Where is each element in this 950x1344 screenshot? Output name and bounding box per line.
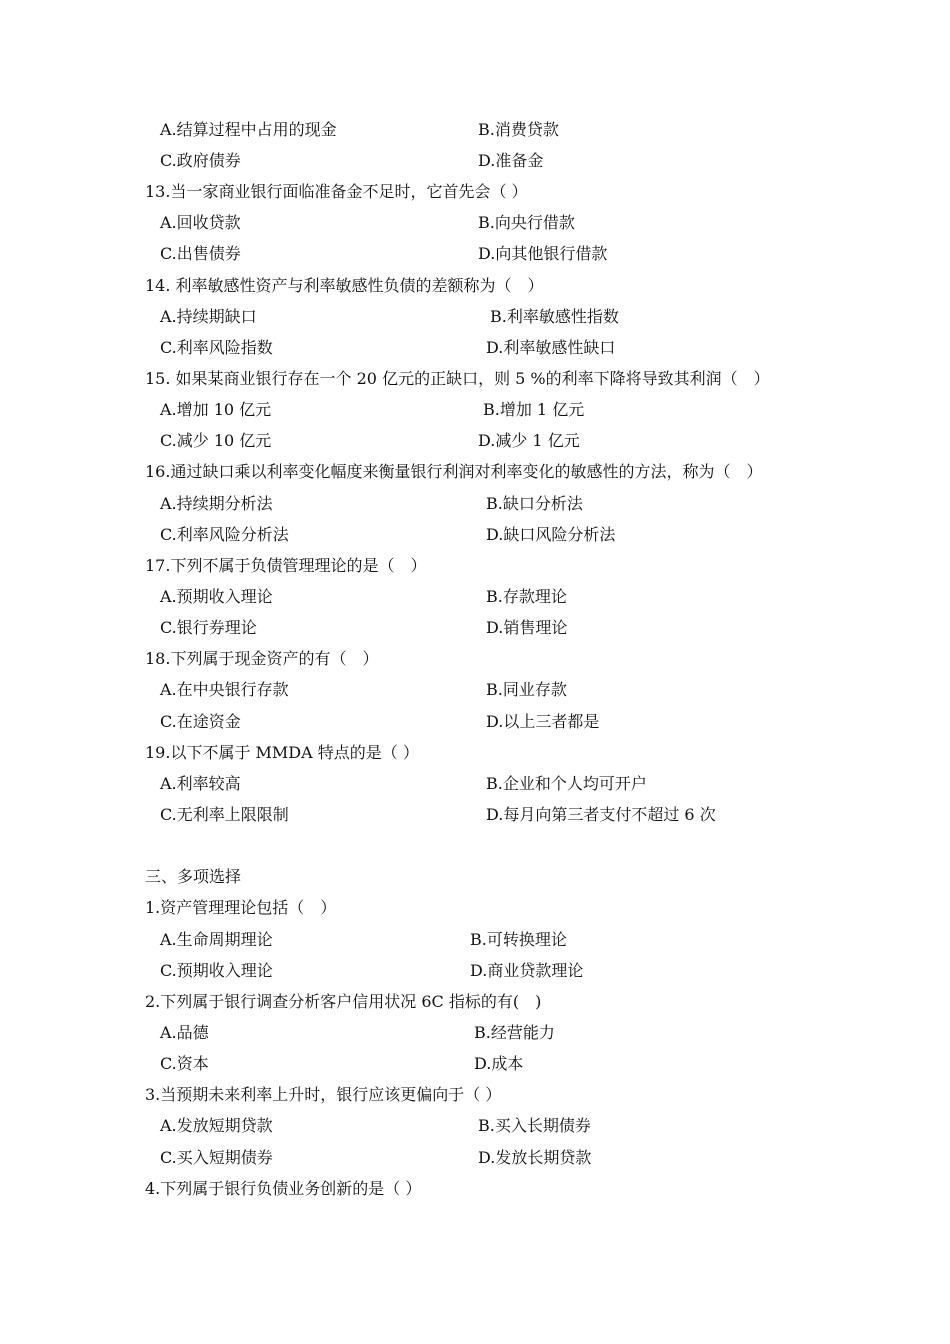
q18-option-c: C.在途资金 bbox=[160, 712, 241, 731]
q17-option-c: C.银行券理论 bbox=[160, 618, 257, 637]
q13-option-d: D.向其他银行借款 bbox=[478, 244, 608, 263]
mc3-option-a: A.发放短期贷款 bbox=[160, 1116, 273, 1135]
q19-option-d: D.每月向第三者支付不超过 6 次 bbox=[486, 805, 716, 824]
q15-option-a: A.增加 10 亿元 bbox=[160, 400, 272, 419]
question-13: 13.当一家商业银行面临准备金不足时，它首先会（ ） bbox=[145, 182, 528, 201]
q16-option-d: D.缺口风险分析法 bbox=[486, 525, 616, 544]
mc1-option-b: B.可转换理论 bbox=[470, 930, 567, 949]
q14-option-a: A.持续期缺口 bbox=[160, 307, 257, 326]
mc-question-4: 4.下列属于银行负债业务创新的是（ ） bbox=[145, 1179, 422, 1198]
q19-option-b: B.企业和个人均可开户 bbox=[486, 774, 647, 793]
q17-option-d: D.销售理论 bbox=[486, 618, 568, 637]
mc2-option-a: A.品德 bbox=[160, 1023, 209, 1042]
q14-option-d: D.利率敏感性缺口 bbox=[486, 338, 616, 357]
q15-option-d: D.减少 1 亿元 bbox=[478, 431, 580, 450]
q14-option-b: B.利率敏感性指数 bbox=[490, 307, 619, 326]
mc2-option-c: C.资本 bbox=[160, 1054, 209, 1073]
mc2-option-b: B.经营能力 bbox=[474, 1023, 555, 1042]
mc1-option-c: C.预期收入理论 bbox=[160, 961, 273, 980]
mc3-option-c: C.买入短期债券 bbox=[160, 1148, 273, 1167]
question-16: 16.通过缺口乘以利率变化幅度来衡量银行利润对利率变化的敏感性的方法，称为（ ） bbox=[145, 462, 763, 481]
question-19: 19.以下不属于 MMDA 特点的是（ ） bbox=[145, 743, 419, 762]
question-17: 17.下列不属于负债管理理论的是（ ） bbox=[145, 556, 427, 575]
q14-option-c: C.利率风险指数 bbox=[160, 338, 273, 357]
mc-question-3: 3.当预期未来利率上升时，银行应该更偏向于（ ） bbox=[145, 1085, 502, 1104]
q13-option-c: C.出售债券 bbox=[160, 244, 241, 263]
q17-option-b: B.存款理论 bbox=[486, 587, 567, 606]
q15-option-c: C.减少 10 亿元 bbox=[160, 431, 272, 450]
q12-option-b: B.消费贷款 bbox=[478, 120, 559, 139]
q16-option-a: A.持续期分析法 bbox=[160, 494, 273, 513]
mc-question-2: 2.下列属于银行调查分析客户信用状况 6C 指标的有( ) bbox=[145, 992, 542, 1011]
mc2-option-d: D.成本 bbox=[474, 1054, 524, 1073]
mc3-option-d: D.发放长期贷款 bbox=[478, 1148, 592, 1167]
q18-option-b: B.同业存款 bbox=[486, 680, 567, 699]
q12-option-a: A.结算过程中占用的现金 bbox=[160, 120, 337, 139]
question-14: 14. 利率敏感性资产与利率敏感性负债的差额称为（ ） bbox=[145, 276, 544, 295]
q16-option-b: B.缺口分析法 bbox=[486, 494, 583, 513]
q19-option-a: A.利率较高 bbox=[160, 774, 241, 793]
q16-option-c: C.利率风险分析法 bbox=[160, 525, 289, 544]
q17-option-a: A.预期收入理论 bbox=[160, 587, 273, 606]
q18-option-a: A.在中央银行存款 bbox=[160, 680, 289, 699]
mc3-option-b: B.买入长期债券 bbox=[478, 1116, 591, 1135]
section-heading-multiple-choice: 三、多项选择 bbox=[145, 867, 242, 886]
q15-option-b: B.增加 1 亿元 bbox=[483, 400, 585, 419]
mc1-option-d: D.商业贷款理论 bbox=[470, 961, 584, 980]
q12-option-c: C.政府债券 bbox=[160, 151, 241, 170]
mc1-option-a: A.生命周期理论 bbox=[160, 930, 273, 949]
question-15: 15. 如果某商业银行存在一个 20 亿元的正缺口，则 5 %的利率下降将导致其利润（ ） bbox=[145, 369, 770, 388]
q19-option-c: C.无利率上限限制 bbox=[160, 805, 289, 824]
question-18: 18.下列属于现金资产的有（ ） bbox=[145, 649, 379, 668]
q13-option-a: A.回收贷款 bbox=[160, 213, 241, 232]
q18-option-d: D.以上三者都是 bbox=[486, 712, 600, 731]
q13-option-b: B.向央行借款 bbox=[478, 213, 575, 232]
mc-question-1: 1.资产管理理论包括（ ） bbox=[145, 898, 337, 917]
q12-option-d: D.准备金 bbox=[478, 151, 544, 170]
